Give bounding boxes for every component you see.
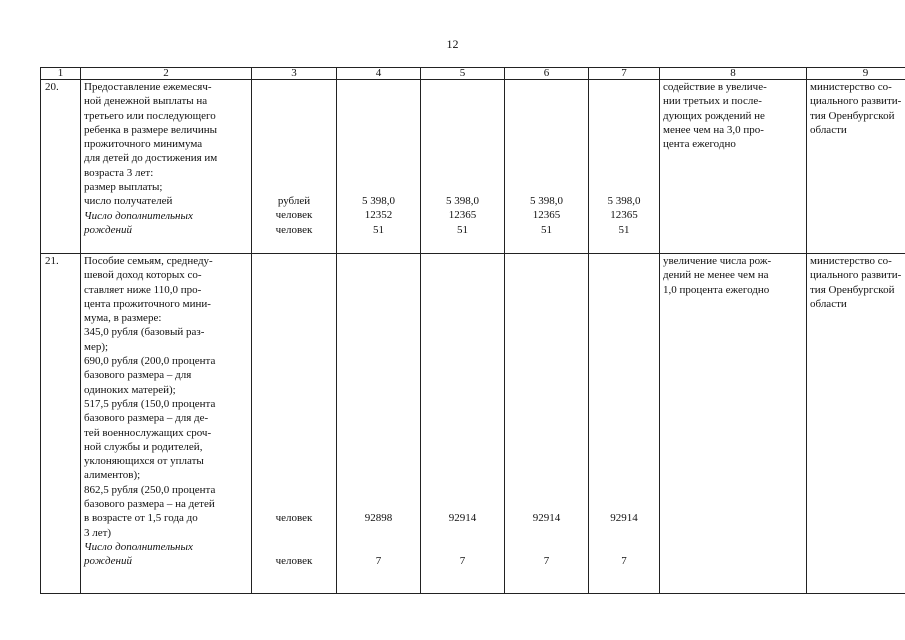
agency-text: министерство со- циального развити- тия Оренбургской области <box>810 81 902 136</box>
values-col5: 92914 7 <box>448 512 477 567</box>
values-col6: 5 398,0 12365 51 <box>530 195 563 236</box>
value-cell-7 <box>589 254 660 594</box>
description-text: Предоставление ежемесяч- ной денежной выплаты на третьего или последующего ребенка в размере величины прожиточного минимума для детей до достижения им возраста 3 лет: размер выплаты; число получателей <box>84 81 218 208</box>
program-table <box>40 67 905 594</box>
agency-cell <box>807 254 905 594</box>
description-text: Пособие семьям, среднеду- шевой доход которых со- ставляет ниже 110,0 про- цента прожиточного мини- мума, в размере: 345,0 рубля (базовый раз- мер); 690,0 рубля (200,0 процента базового размера – для одиноких матерей); 517,5 рубля (150,0 процента базового размера – для де- тей военнослужащих сроч- ной службы и родителей, уклоняющихся от уплаты алиментов); 862,5 рубля (250,0 процента базового размера – на детей в возрасте от 1,5 года до 3 лет) <box>84 255 216 539</box>
unit-cell <box>252 254 337 594</box>
value-cell-7 <box>589 80 660 254</box>
units-text: человек человек <box>275 512 313 567</box>
values-col6: 92914 7 <box>532 512 561 567</box>
value-cell-4 <box>337 80 421 254</box>
row-description <box>81 80 252 254</box>
header-cell: 3 <box>252 68 337 80</box>
value-cell-5 <box>421 254 505 594</box>
value-cell-6 <box>505 254 589 594</box>
row-number: 20. <box>41 80 81 254</box>
goal-cell <box>660 80 807 254</box>
additional-births-label: Число дополнительных рождений <box>84 540 193 568</box>
row-number: 21. <box>41 254 81 594</box>
header-cell: 5 <box>421 68 505 80</box>
value-cell-5 <box>421 80 505 254</box>
header-cell: 8 <box>660 68 807 80</box>
units-text: рублей человек человек <box>275 195 313 236</box>
values-col4: 5 398,0 12352 51 <box>362 195 395 236</box>
header-cell: 7 <box>589 68 660 80</box>
values-col5: 5 398,0 12365 51 <box>446 195 479 236</box>
table-row <box>41 80 905 254</box>
page-number: 12 <box>446 37 459 51</box>
header-cell: 9 <box>807 68 905 80</box>
goal-cell <box>660 254 807 594</box>
additional-births-label: Число дополнительных рождений <box>84 209 193 236</box>
header-cell: 4 <box>337 68 421 80</box>
values-col7: 92914 7 <box>610 512 638 567</box>
agency-text: министерство со- циального развити- тия Оренбургской области <box>810 255 902 310</box>
table-row <box>41 254 905 594</box>
row-description <box>81 254 252 594</box>
header-cell: 1 <box>41 68 81 80</box>
header-row <box>41 68 905 80</box>
values-col7: 5 398,0 12365 51 <box>607 195 641 236</box>
header-cell: 6 <box>505 68 589 80</box>
value-cell-6 <box>505 80 589 254</box>
goal-text: содействие в увеличе- нии третьих и после- дующих рождений не менее чем на 3,0 про- цента ежегодно <box>663 81 767 151</box>
value-cell-4 <box>337 254 421 594</box>
values-col4: 92898 7 <box>364 512 393 567</box>
goal-text: увеличение числа рож- дений не менее чем на 1,0 процента ежегодно <box>663 255 772 296</box>
agency-cell <box>807 80 905 254</box>
header-cell: 2 <box>81 68 252 80</box>
unit-cell <box>252 80 337 254</box>
